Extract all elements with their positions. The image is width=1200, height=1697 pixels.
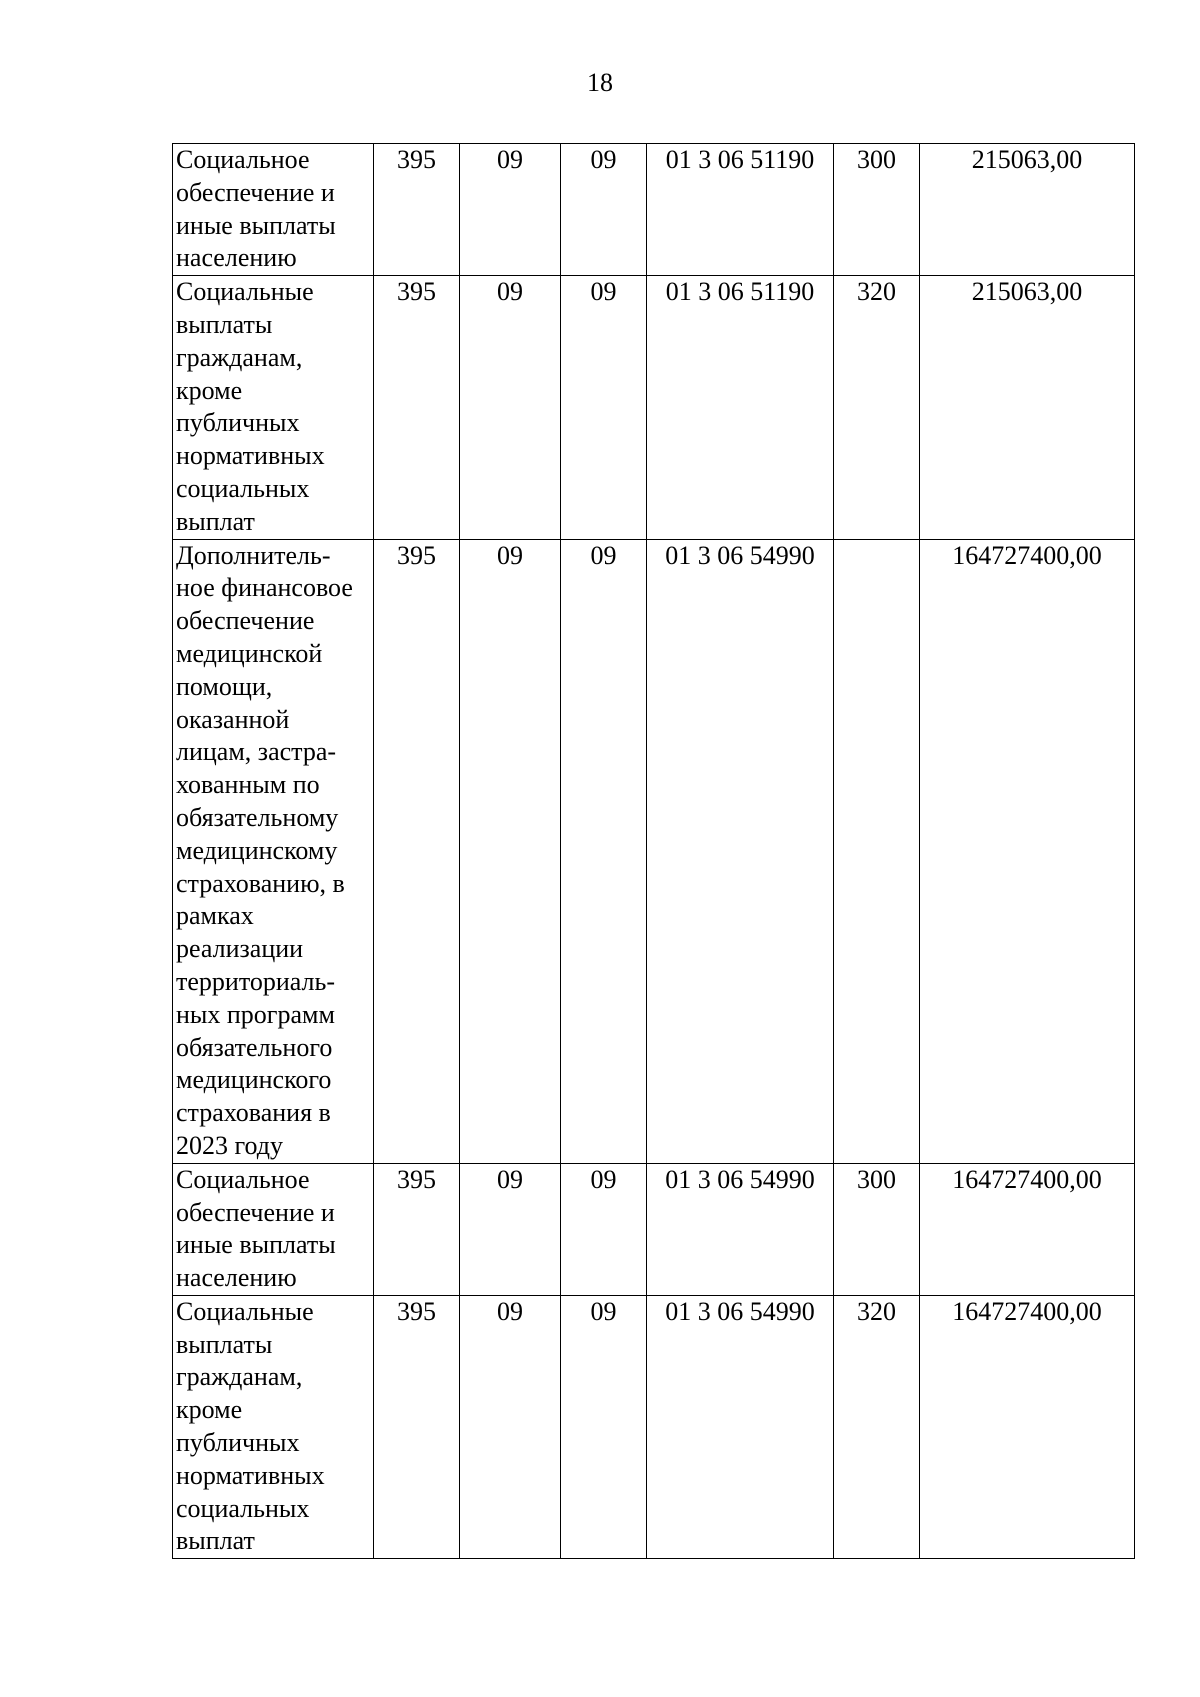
table-row: [173, 539, 1135, 1163]
expense-type-code: 320: [834, 276, 920, 539]
expense-type-code: 300: [834, 144, 920, 276]
ministry-code: 395: [374, 144, 460, 276]
subsection-code: 09: [561, 144, 647, 276]
row-name: Социальное обеспечение и иные выплаты населению: [173, 1163, 374, 1295]
row-name: Социальные выплаты гражданам, кроме публичных нормативных социальных выплат: [173, 1295, 374, 1558]
table-row: [173, 1163, 1135, 1295]
target-article-code: 01 3 06 54990: [647, 539, 834, 1163]
subsection-code: 09: [561, 539, 647, 1163]
budget-table: [172, 143, 1135, 1559]
section-code: 09: [460, 1295, 561, 1558]
ministry-code: 395: [374, 1163, 460, 1295]
subsection-code: 09: [561, 1163, 647, 1295]
amount: 164727400,00: [920, 1163, 1135, 1295]
amount: 215063,00: [920, 276, 1135, 539]
target-article-code: 01 3 06 54990: [647, 1163, 834, 1295]
row-name: Дополнитель- ное финансовое обеспечение медицинской помощи, оказанной лицам, застра- хованным по обязательному медицинскому страхованию, в рамках реализации территориаль- ных программ обязательного медицинского страхования в 2023 году: [173, 539, 374, 1163]
target-article-code: 01 3 06 54990: [647, 1295, 834, 1558]
ministry-code: 395: [374, 1295, 460, 1558]
row-name: Социальное обеспечение и иные выплаты населению: [173, 144, 374, 276]
row-name: Социальные выплаты гражданам, кроме публичных нормативных социальных выплат: [173, 276, 374, 539]
subsection-code: 09: [561, 276, 647, 539]
expense-type-code: [834, 539, 920, 1163]
target-article-code: 01 3 06 51190: [647, 276, 834, 539]
section-code: 09: [460, 1163, 561, 1295]
expense-type-code: 300: [834, 1163, 920, 1295]
amount: 164727400,00: [920, 539, 1135, 1163]
section-code: 09: [460, 144, 561, 276]
ministry-code: 395: [374, 539, 460, 1163]
ministry-code: 395: [374, 276, 460, 539]
amount: 215063,00: [920, 144, 1135, 276]
target-article-code: 01 3 06 51190: [647, 144, 834, 276]
section-code: 09: [460, 539, 561, 1163]
table-row: [173, 1295, 1135, 1558]
amount: 164727400,00: [920, 1295, 1135, 1558]
table-row: [173, 144, 1135, 276]
table-row: [173, 276, 1135, 539]
section-code: 09: [460, 276, 561, 539]
subsection-code: 09: [561, 1295, 647, 1558]
expense-type-code: 320: [834, 1295, 920, 1558]
page-number: 18: [587, 68, 613, 97]
